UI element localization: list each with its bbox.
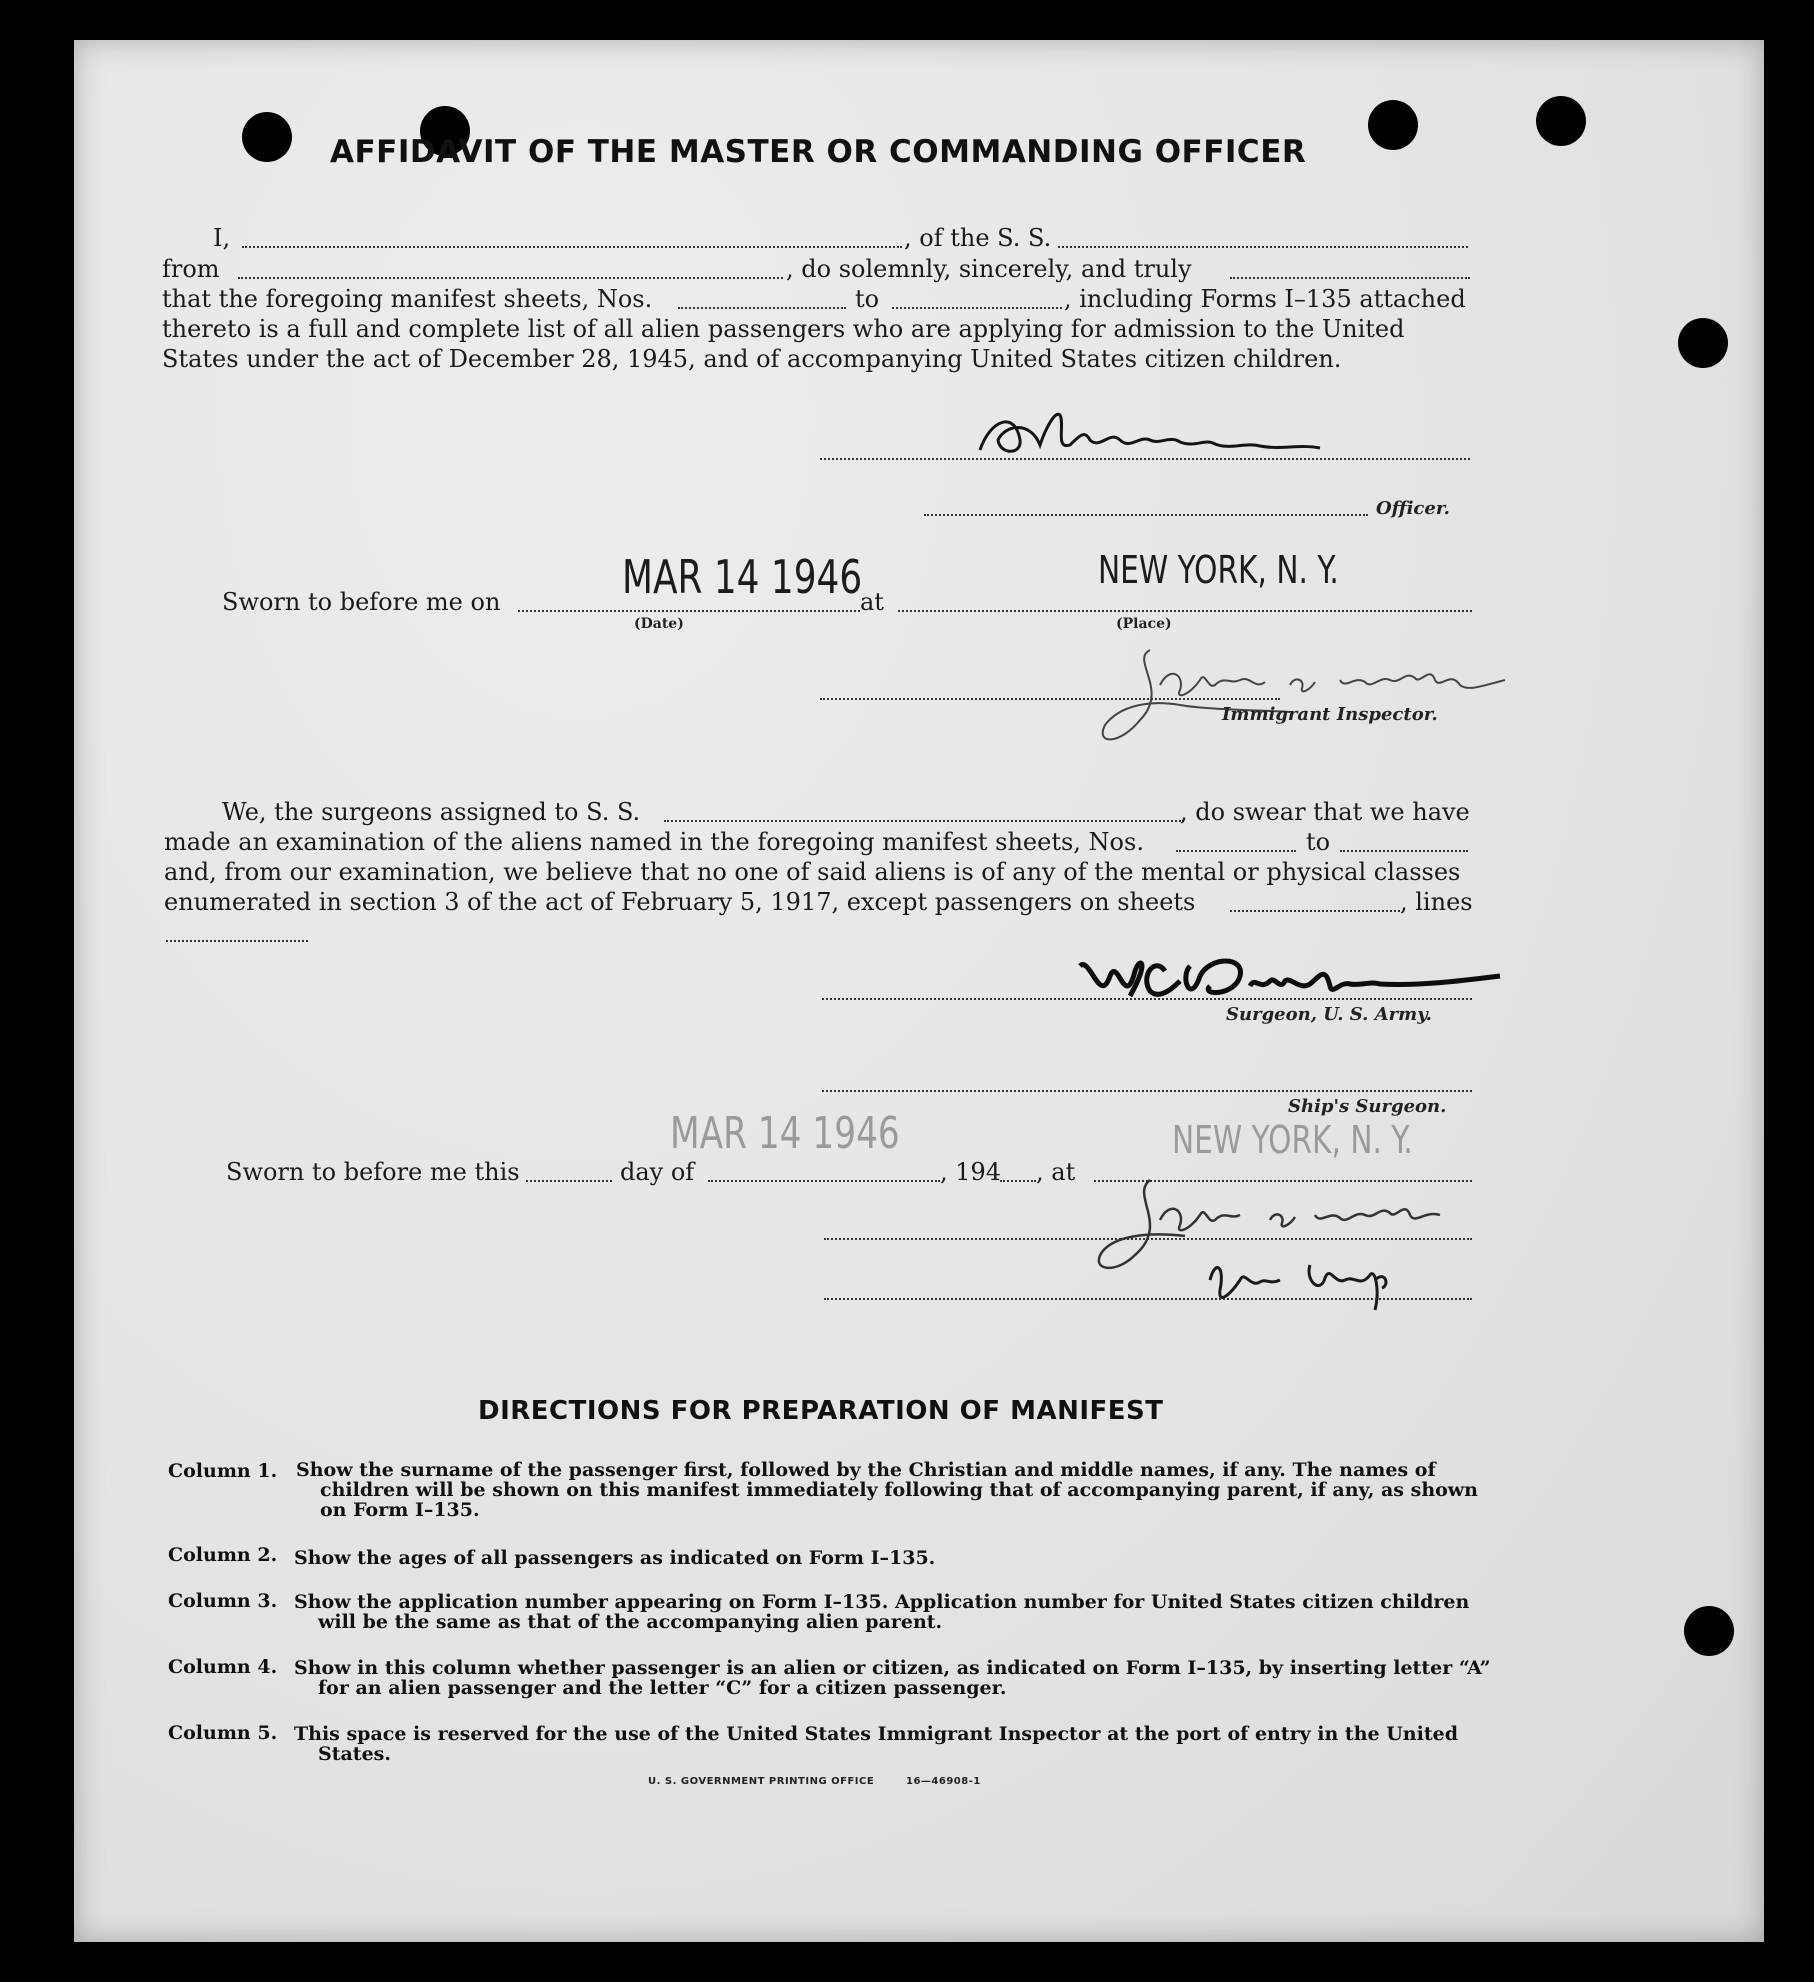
surgeons-text-2: , do swear that we have bbox=[1180, 798, 1470, 826]
column-5-label: Column 5. bbox=[168, 1722, 278, 1744]
sworn2-day-of: day of bbox=[620, 1158, 695, 1186]
inspector-signature-line[interactable] bbox=[820, 698, 1280, 700]
officer-caption: Officer. bbox=[1376, 498, 1450, 519]
inspector-caption: Immigrant Inspector. bbox=[1222, 704, 1438, 725]
punch-hole bbox=[1536, 96, 1586, 146]
column-3-text: Show the application number appearing on Form I–135. Application number for United States citizen children will be the same as that of the accompanying alien parent. bbox=[294, 1591, 1470, 1633]
nos-to-field[interactable] bbox=[892, 307, 1062, 309]
officer-signature-line-2[interactable] bbox=[924, 514, 1368, 516]
form-number: 16—46908-1 bbox=[906, 1776, 981, 1787]
column-2-text: Show the ages of all passengers as indicated on Form I–135. bbox=[294, 1547, 936, 1569]
sworn2-year: , 194 bbox=[940, 1158, 1002, 1186]
directions-title: DIRECTIONS FOR PREPARATION OF MANIFEST bbox=[478, 1396, 1164, 1426]
text-of-ss: , of the S. S. bbox=[904, 224, 1052, 252]
sworn2-day-field[interactable] bbox=[526, 1180, 612, 1182]
sworn1-date-field[interactable] bbox=[518, 610, 860, 612]
inspector-signature bbox=[1090, 630, 1530, 760]
text-solemnly: , do solemnly, sincerely, and truly bbox=[786, 255, 1192, 283]
surgeons-nos-to-field[interactable] bbox=[1340, 850, 1468, 852]
from-field[interactable] bbox=[238, 277, 783, 279]
sworn2-prefix: Sworn to before me this bbox=[226, 1158, 520, 1186]
army-surgeon-caption: Surgeon, U. S. Army. bbox=[1226, 1004, 1432, 1025]
ship-field[interactable] bbox=[1058, 246, 1468, 248]
text-including: , including Forms I–135 attached bbox=[1064, 285, 1466, 313]
sworn2-year-field[interactable] bbox=[1000, 1180, 1036, 1182]
nos-from-field[interactable] bbox=[678, 307, 846, 309]
column-1-label: Column 1. bbox=[168, 1460, 278, 1482]
date-caption: (Date) bbox=[634, 616, 684, 632]
affidavit-title: AFFIDAVIT OF THE MASTER OR COMMANDING OFFICER bbox=[330, 134, 1307, 170]
punch-hole bbox=[1368, 100, 1418, 150]
column-5-text: This space is reserved for the use of the United States Immigrant Inspector at the port of entry in the United States. bbox=[294, 1723, 1458, 1765]
ship-surgeon-caption: Ship's Surgeon. bbox=[1288, 1096, 1447, 1117]
column-4-label: Column 4. bbox=[168, 1656, 278, 1678]
sworn1-at: at bbox=[860, 588, 884, 616]
surgeons-text-6: enumerated in section 3 of the act of February 5, 1917, except passengers on sheets bbox=[164, 888, 1196, 916]
surgeons-text-5: and, from our examination, we believe that no one of said aliens is of any of the mental or physical classes bbox=[164, 858, 1461, 886]
punch-hole bbox=[242, 112, 292, 162]
sworn2-place-stamp: NEW YORK, N. Y. bbox=[1172, 1118, 1413, 1162]
text-i: I, bbox=[213, 224, 231, 252]
ship-surgeon-line[interactable] bbox=[822, 1090, 1472, 1092]
text-states: States under the act of December 28, 1945, and of accompanying United States citizen children. bbox=[162, 345, 1342, 373]
sworn2-date-stamp: MAR 14 1946 bbox=[670, 1108, 900, 1159]
text-thereto: thereto is a full and complete list of all alien passengers who are applying for admission to the United bbox=[162, 315, 1405, 343]
column-2-label: Column 2. bbox=[168, 1544, 278, 1566]
text-from: from bbox=[162, 255, 220, 283]
punch-hole bbox=[1684, 1606, 1734, 1656]
officer-signature-line-1 bbox=[820, 458, 1470, 460]
place-caption: (Place) bbox=[1116, 616, 1172, 632]
surgeons-nos-from-field[interactable] bbox=[1176, 850, 1296, 852]
column-1-text: Show the surname of the passenger first, followed by the Christian and middle names, if any. The names of children will be shown on this manifest immediately following that of accompanying parent, if any, as shown on Form I–135. bbox=[296, 1459, 1478, 1521]
army-surgeon-line[interactable] bbox=[822, 998, 1472, 1000]
text-to: to bbox=[855, 285, 880, 313]
sworn1-place-stamp: NEW YORK, N. Y. bbox=[1098, 548, 1339, 592]
surgeons-ship-field[interactable] bbox=[664, 820, 1184, 822]
surgeons-text-7: , lines bbox=[1400, 888, 1473, 916]
sworn2-month-field[interactable] bbox=[708, 1180, 940, 1182]
surgeons-sheets-field[interactable] bbox=[1230, 910, 1400, 912]
name-field[interactable] bbox=[242, 246, 902, 248]
column-3-label: Column 3. bbox=[168, 1590, 278, 1612]
surgeons-lines-field[interactable] bbox=[166, 940, 308, 942]
surgeons-text-1: We, the surgeons assigned to S. S. bbox=[222, 798, 641, 826]
surgeons-text-3: made an examination of the aliens named in the foregoing manifest sheets, Nos. bbox=[164, 828, 1144, 856]
sworn2-signature-line-2[interactable] bbox=[824, 1298, 1472, 1300]
sworn2-at: , at bbox=[1036, 1158, 1076, 1186]
text-manifest-nos: that the foregoing manifest sheets, Nos. bbox=[162, 285, 653, 313]
sworn2-signature-line-1[interactable] bbox=[824, 1238, 1472, 1240]
sworn1-date-stamp: MAR 14 1946 bbox=[622, 550, 863, 604]
sworn1-place-field[interactable] bbox=[898, 610, 1472, 612]
column-4-text: Show in this column whether passenger is an alien or citizen, as indicated on Form I–135, by inserting letter “A” for an alien passenger and the letter “C” for a citizen passenger. bbox=[294, 1657, 1491, 1699]
sworn1-prefix: Sworn to before me on bbox=[222, 588, 501, 616]
surgeons-text-4: to bbox=[1306, 828, 1331, 856]
punch-hole bbox=[1678, 318, 1728, 368]
truly-field[interactable] bbox=[1230, 277, 1470, 279]
printer-imprint: U. S. GOVERNMENT PRINTING OFFICE bbox=[648, 1776, 875, 1787]
